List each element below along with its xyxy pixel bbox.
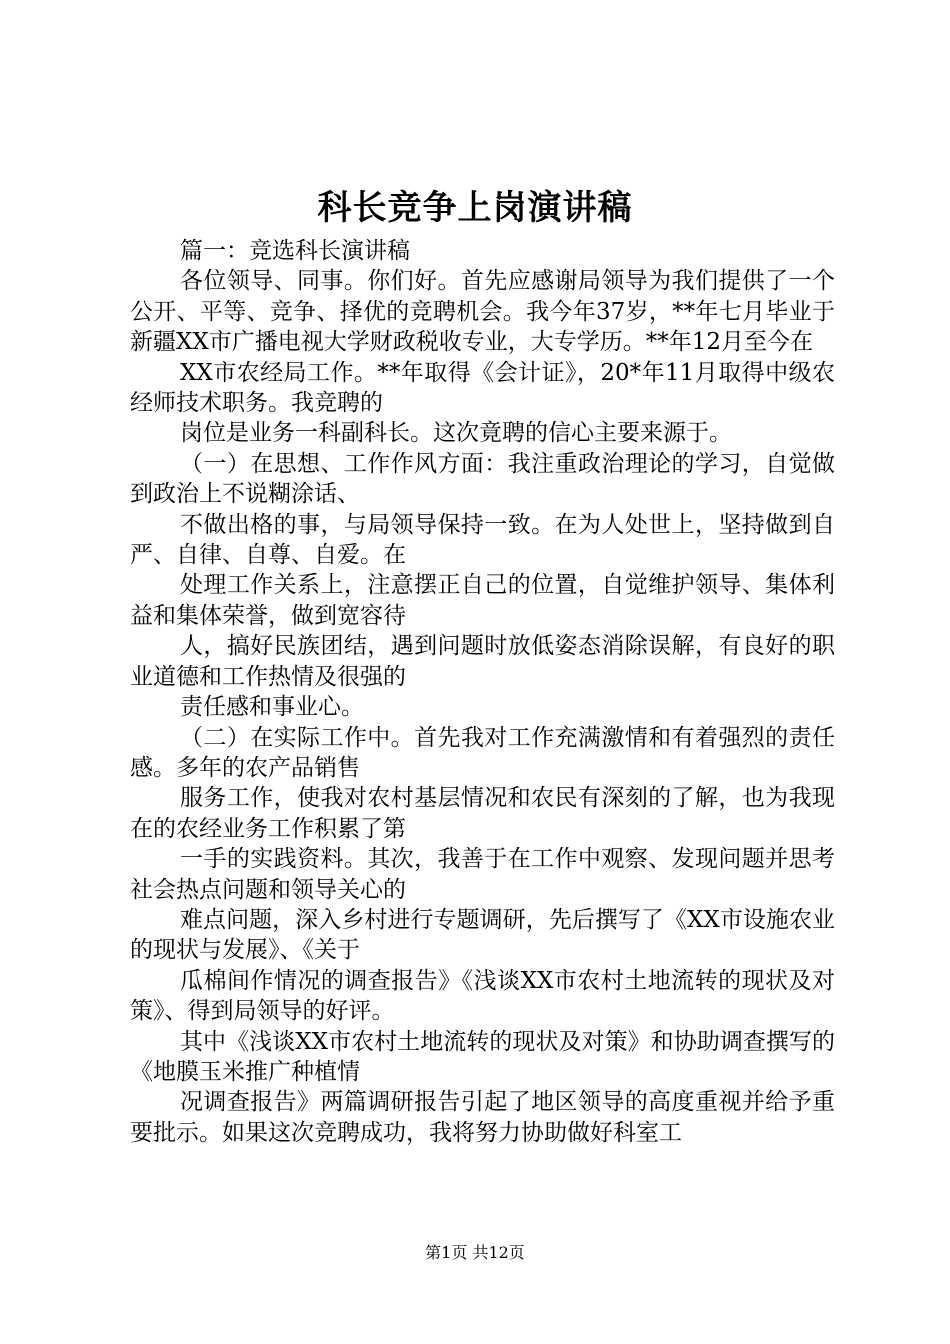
document-title: 科长竞争上岗演讲稿 [317, 188, 633, 228]
paragraph: 瓜棉间作情况的调查报告》《浅谈XX市农村土地流转的现状及对策》、得到局领导的好评。 [130, 967, 835, 1025]
paragraph: 难点问题，深入乡村进行专题调研，先后撰写了《XX市设施农业的现状与发展》、《关于 [130, 906, 835, 964]
paragraph: 其中《浅谈XX市农村土地流转的现状及对策》和协助调查撰写的《地膜玉米推广种植情 [130, 1028, 835, 1085]
paragraph: 篇一：竞选科长演讲稿 [180, 238, 410, 264]
paragraph: 况调查报告》两篇调研报告引起了地区领导的高度重视并给予重要批示。如果这次竞聘成功，我将努力协助做好科室工 [130, 1089, 835, 1146]
paragraph: 一手的实践资料。其次，我善于在工作中观察、发现问题并思考社会热点问题和领导关心的 [130, 846, 835, 903]
paragraph: XX市农经局工作。**年取得《会计证》，20*年11月取得中级农经师技术职务。我竞聘的 [130, 359, 835, 417]
paragraph: 各位领导、同事。你们好。首先应感谢局领导为我们提供了一个公开、平等、竞争、择优的竞聘机会。我今年37岁，**年七月毕业于新疆XX市广播电视大学财政税收专业，大专学历。**年12月至今在 [130, 268, 835, 356]
page-number-footer: 第1页 共12页 [425, 1243, 525, 1262]
paragraph: （二）在实际工作中。首先我对工作充满激情和有着强烈的责任感。多年的农产品销售 [130, 724, 835, 781]
paragraph: 处理工作关系上，注意摆正自己的位置，自觉维护领导、集体利益和集体荣誉，做到宽容待 [130, 572, 835, 629]
paragraph: 不做出格的事，与局领导保持一致。在为人处世上，坚持做到自严、自律、自尊、自爱。在 [130, 511, 835, 569]
paragraph: 服务工作，使我对农村基层情况和农民有深刻的了解，也为我现在的农经业务工作积累了第 [130, 785, 835, 842]
paragraph: 责任感和事业心。 [180, 694, 364, 721]
paragraph: 人，搞好民族团结，遇到问题时放低姿态消除误解，有良好的职业道德和工作热情及很强的 [130, 633, 835, 690]
document-body [130, 236, 835, 1148]
paragraph: 岗位是业务一科副科长。这次竟聘的信心主要来源于。 [180, 420, 732, 447]
paragraph: （一）在思想、工作作风方面：我注重政治理论的学习，自觉做到政治上不说糊涂话、 [130, 450, 835, 508]
